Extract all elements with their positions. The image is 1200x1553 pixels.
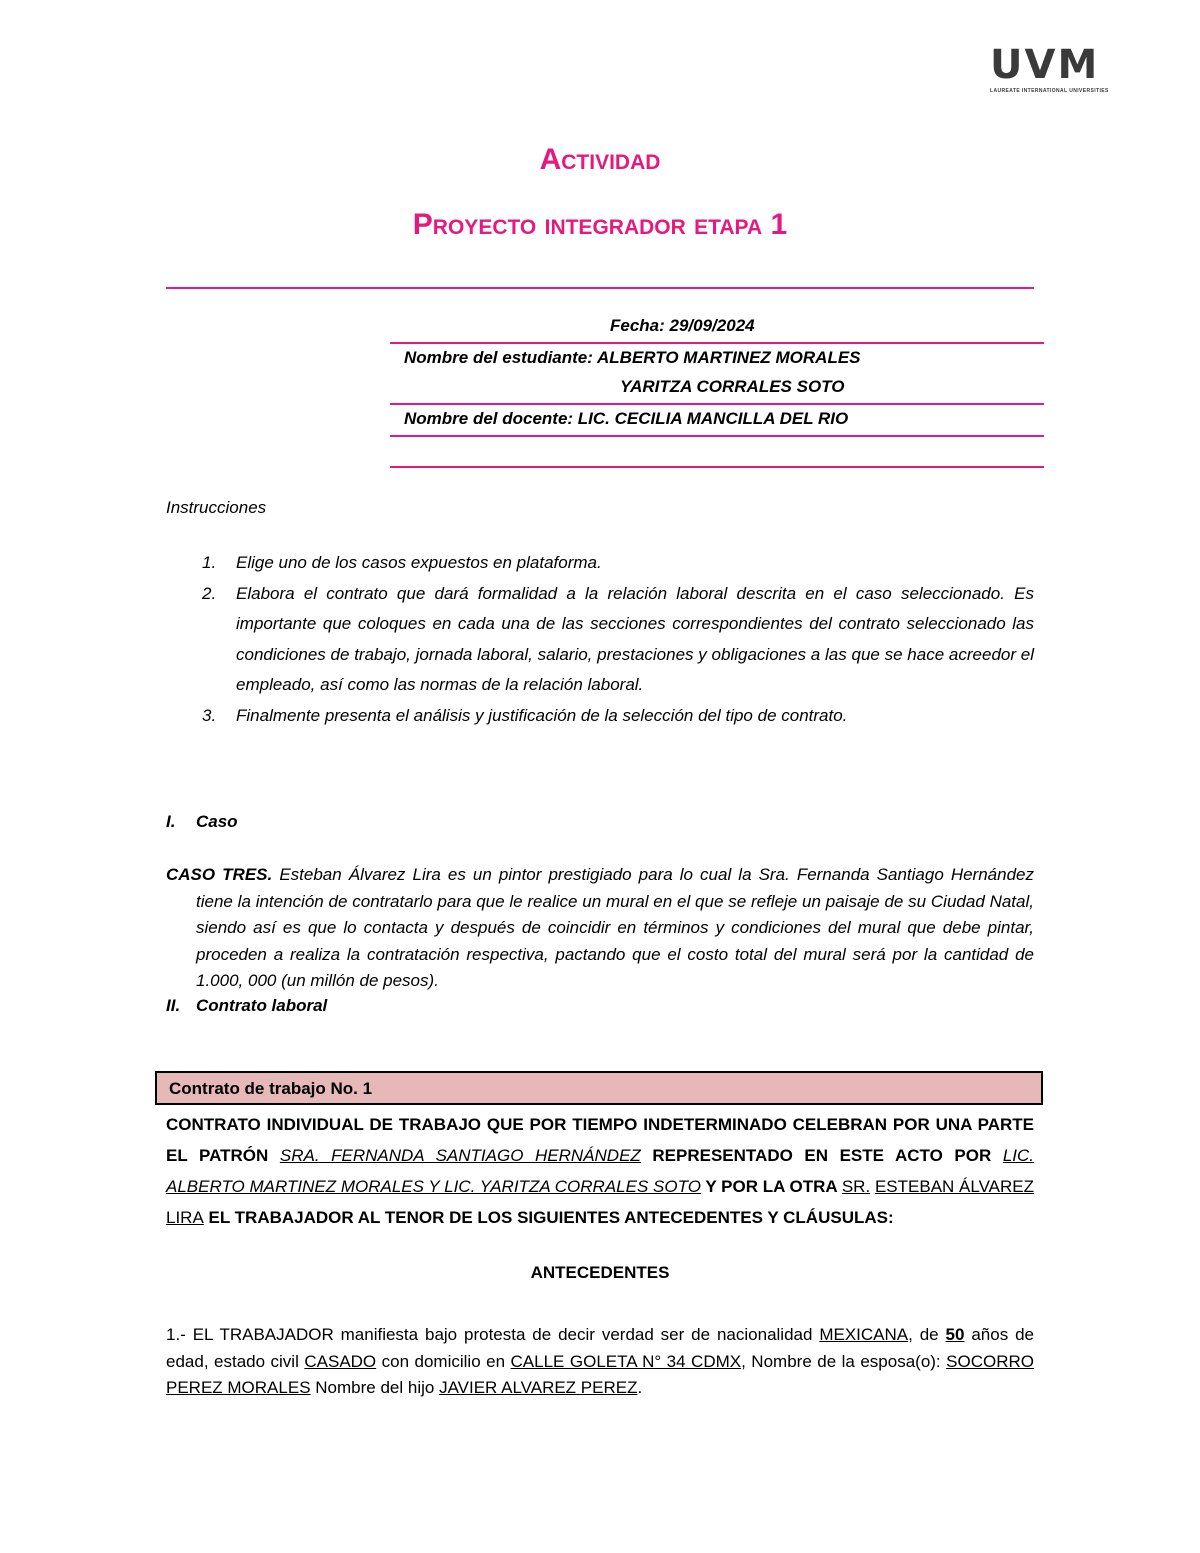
meta-divider bbox=[390, 435, 1044, 437]
instructions-list bbox=[202, 548, 1034, 731]
instructions-heading: Instrucciones bbox=[166, 498, 267, 517]
antecedente-1 bbox=[166, 1322, 1034, 1402]
patron-name: SRA. FERNANDA SANTIAGO HERNÁNDEZ bbox=[279, 1146, 641, 1165]
meta-divider bbox=[390, 342, 1044, 344]
meta-divider bbox=[390, 466, 1044, 468]
antecedente-text: con domicilio en bbox=[381, 1351, 506, 1371]
section-label: Caso bbox=[196, 812, 238, 831]
contract-text: EL TRABAJADOR AL TENOR DE LOS SIGUIENTES ANTECEDENTES Y CLÁUSULAS: bbox=[208, 1208, 894, 1227]
nacionalidad-value: MEXICANA bbox=[819, 1325, 909, 1344]
section-caso-heading bbox=[166, 812, 238, 832]
estudiante-2-field: YARITZA CORRALES SOTO bbox=[620, 377, 845, 396]
antecedente-text: años de edad, estado civil bbox=[166, 1325, 1034, 1371]
title-divider bbox=[166, 287, 1034, 289]
edad-value: 50 bbox=[945, 1325, 965, 1344]
caso-paragraph bbox=[166, 862, 1034, 995]
antecedente-text: Nombre del hijo bbox=[315, 1378, 435, 1397]
list-item-text: Elabora el contrato que dará formalidad a la relación laboral descrita en el caso seleccionado. Es importante que coloques en cada una de las secciones correspondientes del contrato seleccionado las condiciones de trabajo, jornada laboral, salario, prestaciones y obligaciones a las que se hace acreedor el empleado, así como las normas de la relación laboral. bbox=[236, 583, 1034, 694]
uvm-logo bbox=[990, 44, 1114, 94]
antecedente-text: 1.- EL TRABAJADOR manifiesta bajo protesta de decir verdad ser de nacionalidad bbox=[166, 1325, 813, 1344]
list-item-number: 1. bbox=[202, 553, 217, 572]
contract-text: REPRESENTADO EN ESTE ACTO POR bbox=[652, 1146, 992, 1165]
estado-civil-value: CASADO bbox=[304, 1351, 377, 1371]
hijo-value: JAVIER ALVAREZ PEREZ bbox=[439, 1378, 638, 1397]
section-contrato-heading bbox=[166, 996, 327, 1016]
domicilio-value: CALLE GOLETA N° 34 CDMX bbox=[510, 1351, 742, 1371]
trabajador-name: ESTEBAN ÁLVAREZ LIRA bbox=[166, 1177, 1035, 1227]
section-number: I. bbox=[166, 812, 176, 831]
contract-text: Y POR LA OTRA bbox=[705, 1177, 838, 1196]
caso-text: Esteban Álvarez Lira es un pintor prestigiado para lo cual la Sra. Fernanda Santiago Hernández tiene la intención de contratarlo para que le realice un mural en el que se refleje un paisaje de su Ciudad Natal, siendo así es que lo contacta y después de coincidir en términos y condiciones del mural que debe pintar, proceden a realiza la contratación respectiva, pactando que el costo total del mural será por la cantidad de 1.000, 000 (un millón de pesos). bbox=[196, 865, 1034, 990]
contract-title: Contrato de trabajo No. 1 bbox=[169, 1079, 373, 1098]
antecedente-text: . bbox=[637, 1378, 643, 1397]
esposa-value: SOCORRO PEREZ MORALES bbox=[166, 1351, 1034, 1397]
caso-label: CASO TRES. bbox=[166, 865, 273, 884]
document-subtitle: Proyecto integrador etapa 1 bbox=[412, 208, 788, 241]
list-item bbox=[202, 548, 1034, 579]
list-item-text: Finalmente presenta el análisis y justificación de la selección del tipo de contrato. bbox=[236, 705, 848, 725]
logo-brand: UVM bbox=[990, 42, 1100, 88]
contract-title-box bbox=[155, 1071, 1043, 1105]
section-label: Contrato laboral bbox=[196, 996, 328, 1015]
contract-text: CONTRATO INDIVIDUAL DE TRABAJO QUE POR TIEMPO INDETERMINADO CELEBRAN POR UNA PARTE EL PATRÓN bbox=[166, 1115, 1034, 1165]
representantes-names: LIC. ALBERTO MARTINEZ MORALES Y LIC. YARITZA CORRALES SOTO bbox=[166, 1146, 1034, 1196]
section-number: II. bbox=[166, 996, 181, 1015]
list-item bbox=[202, 701, 1034, 732]
logo-tagline: LAUREATE INTERNATIONAL UNIVERSITIES bbox=[990, 88, 1109, 94]
antecedente-text: , Nombre de la esposa(o): bbox=[741, 1351, 941, 1371]
list-item-text: Elige uno de los casos expuestos en plataforma. bbox=[236, 553, 602, 572]
fecha-field: Fecha: 29/09/2024 bbox=[610, 316, 755, 335]
docente-field: Nombre del docente: LIC. CECILIA MANCILLA DEL RIO bbox=[404, 409, 849, 428]
list-item bbox=[202, 579, 1034, 701]
estudiante-field: Nombre del estudiante: ALBERTO MARTINEZ MORALES bbox=[404, 348, 861, 367]
sr-label: SR. bbox=[841, 1177, 871, 1196]
meta-divider bbox=[390, 403, 1044, 405]
list-item-number: 2. bbox=[202, 583, 217, 603]
antecedentes-heading: ANTECEDENTES bbox=[530, 1263, 670, 1282]
document-title: Actividad bbox=[539, 143, 661, 176]
list-item-number: 3. bbox=[202, 705, 217, 725]
antecedente-text: , de bbox=[908, 1325, 939, 1344]
contract-paragraph bbox=[166, 1109, 1034, 1233]
